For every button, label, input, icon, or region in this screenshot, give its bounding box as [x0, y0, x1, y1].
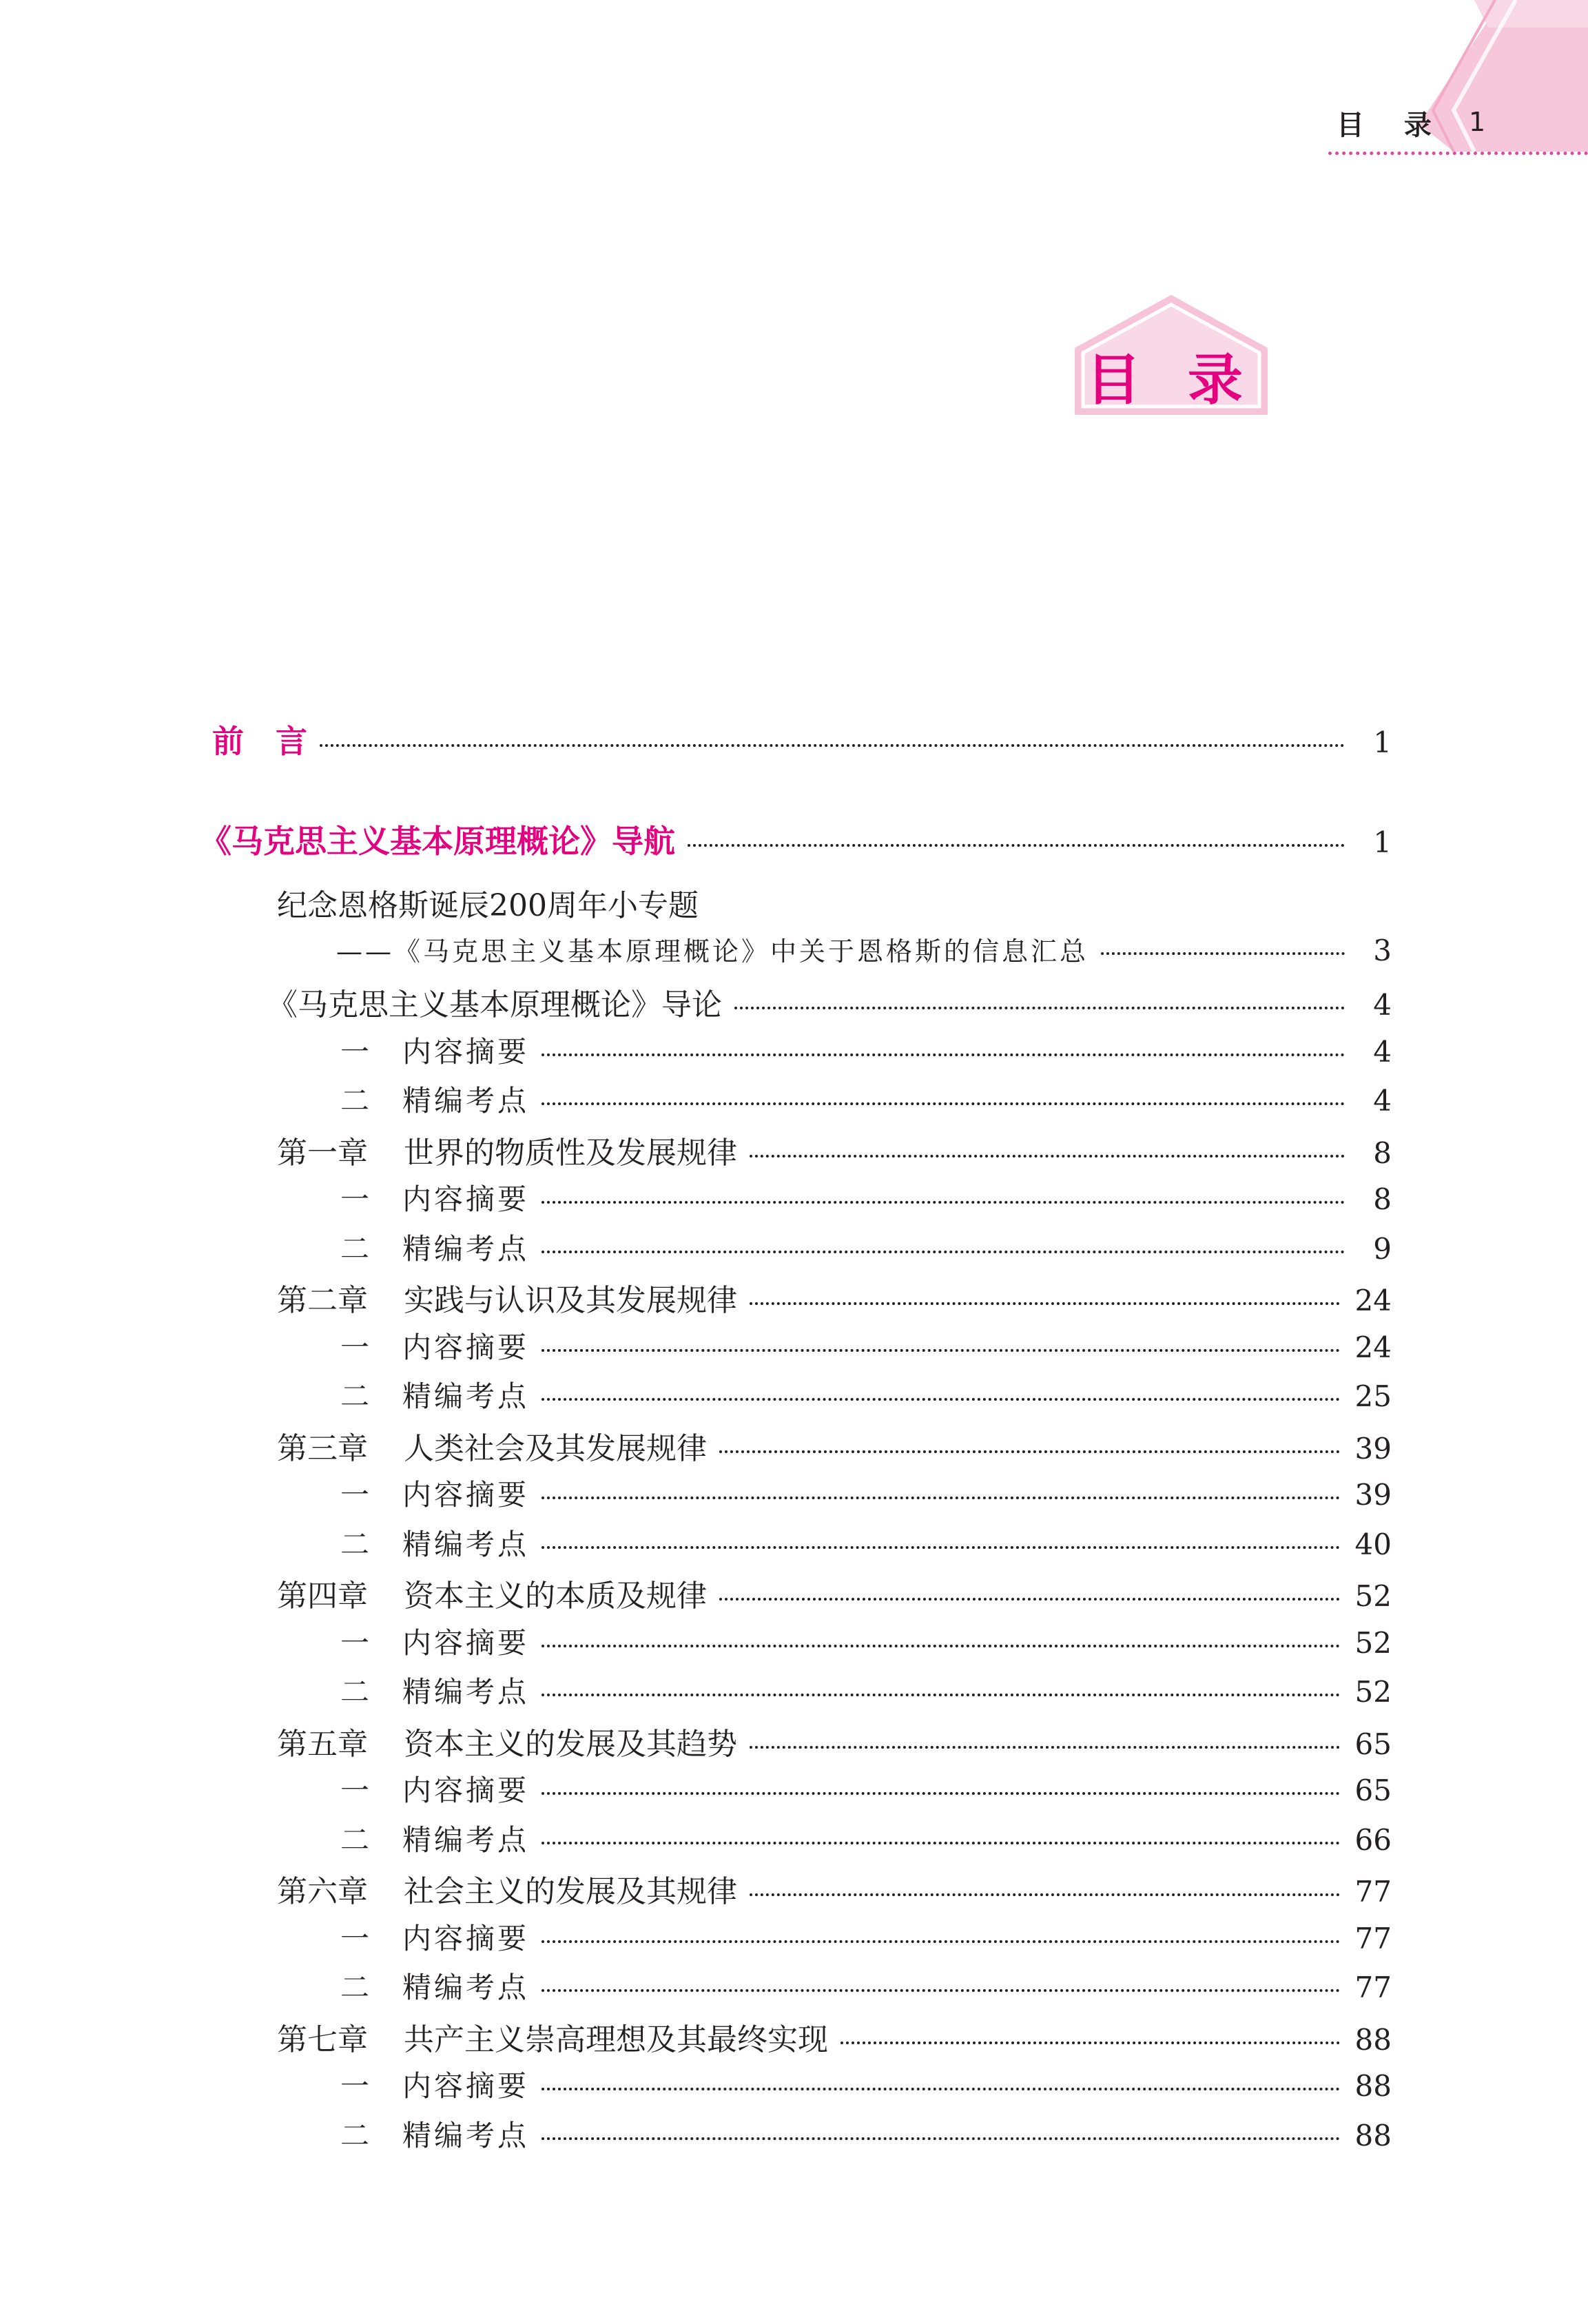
- section-title: 内容摘要: [402, 1773, 530, 1807]
- leader-dots: [542, 2137, 1340, 2140]
- leader-dots: [542, 1201, 1345, 1204]
- chapter-number: 第七章: [277, 2022, 368, 2057]
- section-number: 二: [340, 1675, 373, 1709]
- toc-entry-label: [340, 1374, 529, 1415]
- leader-dots: [1101, 952, 1345, 955]
- toc-entry-label: [277, 1423, 707, 1468]
- section-title: 内容摘要: [402, 1625, 530, 1660]
- toc-entry-chapter[interactable]: [277, 2015, 1392, 2059]
- toc-entry-section[interactable]: [340, 1472, 1392, 1514]
- toc-page-number: 24: [1354, 1284, 1392, 1317]
- toc-entry-section[interactable]: [340, 1325, 1392, 1366]
- section-number: 一: [340, 1625, 373, 1660]
- toc-page-number: 77: [1354, 1921, 1392, 1955]
- toc-entry-chapter[interactable]: [277, 1571, 1392, 1615]
- toc-entry-section[interactable]: [340, 1029, 1392, 1071]
- leader-dots: [750, 1893, 1340, 1896]
- chapter-title: 资本主义的发展及其趋势: [404, 1726, 737, 1762]
- toc-entry-label: [277, 1128, 737, 1172]
- toc-entry-label: [340, 1472, 529, 1514]
- toc-page-number: 8: [1373, 1182, 1392, 1216]
- section-title: 内容摘要: [402, 1478, 530, 1512]
- toc-entry-label: [340, 1621, 529, 1662]
- leader-dots: [734, 1007, 1345, 1009]
- leader-dots: [542, 1989, 1340, 1992]
- toc-page-number: 4: [1373, 1034, 1392, 1069]
- toc-page-number: 65: [1354, 1773, 1392, 1807]
- section-number: 一: [340, 1773, 373, 1807]
- chapter-number: 第二章: [277, 1283, 368, 1318]
- toc-page-number: 1: [1373, 825, 1392, 859]
- toc-page-number: 66: [1354, 1822, 1392, 1857]
- chapter-number: 第四章: [277, 1579, 368, 1614]
- toc-entry-label: [340, 1669, 529, 1711]
- toc-entry-section[interactable]: [340, 1818, 1392, 1859]
- toc-text: 《马克思主义基本原理概论》导航: [200, 823, 675, 860]
- section-title: 精编考点: [402, 1379, 530, 1413]
- leader-dots: [542, 1497, 1340, 1499]
- leader-dots: [542, 1645, 1340, 1647]
- toc-page-number: 39: [1354, 1431, 1392, 1466]
- toc-entry-chapter[interactable]: [277, 1275, 1392, 1319]
- toc-entry-label: [277, 1571, 707, 1615]
- toc-page-number: 77: [1354, 1971, 1392, 2004]
- toc-entry-section[interactable]: [340, 1916, 1392, 1957]
- toc-page-number: 88: [1354, 2022, 1392, 2057]
- toc-entry-label: [277, 1275, 737, 1319]
- toc-page-number: 3: [1373, 934, 1392, 967]
- toc-entry-section[interactable]: [340, 1768, 1392, 1809]
- toc-entry-chapter[interactable]: [277, 1867, 1392, 1911]
- toc-page-number: 25: [1354, 1379, 1392, 1413]
- toc-page-number: 52: [1354, 1579, 1392, 1613]
- toc-entry-label: [277, 2015, 828, 2059]
- leader-dots: [719, 1450, 1340, 1453]
- toc-page-number: 24: [1354, 1330, 1392, 1364]
- leader-dots: [542, 1349, 1340, 1352]
- chapter-number: 第一章: [277, 1135, 368, 1171]
- toc-page-number: 52: [1354, 1675, 1392, 1709]
- section-number: 二: [340, 1084, 373, 1118]
- chapter-title: 共产主义崇高理想及其最终实现: [404, 2022, 828, 2057]
- toc-text: ——《马克思主义基本原理概论》中关于恩格斯的信息汇总: [336, 936, 1089, 967]
- page-title: 目 录: [1086, 348, 1257, 412]
- leader-dots: [542, 1102, 1345, 1105]
- toc-page-number: 4: [1373, 988, 1392, 1022]
- toc-page-number: 1: [1373, 726, 1392, 759]
- section-title: 精编考点: [402, 1527, 530, 1561]
- toc-entry-label: [340, 1768, 529, 1809]
- section-title: 精编考点: [402, 1231, 530, 1266]
- page-number: 1: [1469, 107, 1486, 137]
- toc-entry-section[interactable]: [340, 1522, 1392, 1563]
- chapter-title: 实践与认识及其发展规律: [404, 1283, 737, 1318]
- chapter-title: 社会主义的发展及其规律: [404, 1874, 737, 1909]
- leader-dots: [719, 1598, 1340, 1601]
- leader-dots: [542, 1842, 1340, 1844]
- toc-entry-section[interactable]: [340, 1177, 1392, 1218]
- toc-page-number: 65: [1354, 1727, 1392, 1761]
- toc-entry-label: [340, 1818, 529, 1859]
- toc-special-title: 纪念恩格斯诞辰200周年小专题: [277, 888, 699, 923]
- chapter-title: 人类社会及其发展规律: [404, 1430, 707, 1466]
- section-title: 精编考点: [402, 1822, 530, 1857]
- toc-entry-label: [340, 1029, 529, 1071]
- toc-entry-section[interactable]: [340, 1226, 1392, 1268]
- chapter-title: 世界的物质性及发展规律: [404, 1135, 737, 1171]
- section-title: 精编考点: [402, 2118, 530, 2152]
- section-title: 精编考点: [402, 1084, 530, 1118]
- toc-entry-section[interactable]: [340, 1621, 1392, 1662]
- toc-entry-label: [340, 1916, 529, 1957]
- leader-dots: [750, 1155, 1345, 1158]
- section-title: 精编考点: [402, 1971, 530, 2004]
- section-number: 二: [340, 1231, 373, 1266]
- section-title: 内容摘要: [402, 1182, 530, 1216]
- section-title: 精编考点: [402, 1675, 530, 1709]
- section-number: 一: [340, 1478, 373, 1512]
- toc-entry-section[interactable]: [340, 1374, 1392, 1415]
- toc-entry-label: [336, 930, 1089, 968]
- toc-entry-label: [340, 1226, 529, 1268]
- section-number: 一: [340, 2069, 373, 2103]
- leader-dots: [841, 2042, 1340, 2044]
- toc-entry-label: [340, 1177, 529, 1218]
- chapter-number: 第五章: [277, 1726, 368, 1762]
- toc-entry-label: [340, 1325, 529, 1366]
- chapter-number: 第六章: [277, 1874, 368, 1909]
- section-number: 二: [340, 1527, 373, 1561]
- running-title: 目 录: [1337, 110, 1447, 141]
- toc-entry-label: [340, 1522, 529, 1563]
- toc-entry-label: [340, 2064, 529, 2105]
- toc-entry-label: [200, 816, 675, 862]
- toc-entry-label: [212, 717, 307, 762]
- toc-entry-label: [277, 1867, 737, 1911]
- section-title: 内容摘要: [402, 2069, 530, 2103]
- toc-page-number: 40: [1354, 1527, 1392, 1561]
- toc-entry-label: [340, 1965, 529, 2006]
- leader-dots: [542, 1546, 1340, 1549]
- leader-dots: [320, 744, 1345, 747]
- toc-page-number: 4: [1373, 1084, 1392, 1118]
- toc-page-number: 88: [1354, 2069, 1392, 2103]
- section-number: 一: [340, 1921, 373, 1955]
- toc-entry-chapter[interactable]: [277, 1423, 1392, 1468]
- toc-entry-section[interactable]: [340, 2064, 1392, 2105]
- toc-entry-label: [277, 1719, 737, 1763]
- leader-dots: [750, 1746, 1340, 1749]
- toc-entry-section[interactable]: [340, 1965, 1392, 2006]
- section-number: 一: [340, 1330, 373, 1364]
- toc-text: 《马克思主义基本原理概论》导论: [267, 987, 722, 1022]
- toc-page-number: 8: [1373, 1135, 1392, 1170]
- toc-entry-chapter[interactable]: [277, 1719, 1392, 1763]
- toc-page-number: 9: [1373, 1231, 1392, 1266]
- toc-page-number: 39: [1354, 1478, 1392, 1512]
- section-title: 内容摘要: [402, 1034, 530, 1069]
- chapter-number: 第三章: [277, 1430, 368, 1466]
- toc-entry-chapter[interactable]: [277, 1128, 1392, 1172]
- toc-entry-label: [340, 1078, 529, 1120]
- leader-dots: [542, 2088, 1340, 2090]
- leader-dots: [542, 1694, 1340, 1696]
- section-title: 内容摘要: [402, 1921, 530, 1955]
- section-number: 一: [340, 1034, 373, 1069]
- leader-dots: [542, 1053, 1345, 1056]
- toc-page-number: 52: [1354, 1625, 1392, 1660]
- header-divider: [1328, 152, 1588, 155]
- toc-entry-section[interactable]: [340, 1078, 1392, 1120]
- leader-dots: [688, 844, 1345, 847]
- leader-dots: [542, 1398, 1340, 1401]
- toc-entry-label: [340, 2113, 529, 2155]
- leader-dots: [542, 1792, 1340, 1795]
- toc-entry-section[interactable]: [340, 2113, 1392, 2155]
- toc-text: 前 言: [212, 723, 307, 760]
- toc-page-number: 77: [1354, 1875, 1392, 1909]
- toc-entry-guide[interactable]: [200, 816, 1392, 862]
- section-number: 二: [340, 1822, 373, 1857]
- toc-entry-intro[interactable]: [267, 980, 1392, 1024]
- section-number: 二: [340, 2118, 373, 2152]
- leader-dots: [542, 1251, 1345, 1253]
- leader-dots: [542, 1940, 1340, 1943]
- leader-dots: [750, 1302, 1340, 1305]
- toc-page-number: 88: [1354, 2118, 1392, 2152]
- toc-entry-section[interactable]: [340, 1669, 1392, 1711]
- toc-entry-preface[interactable]: [212, 717, 1392, 762]
- section-title: 内容摘要: [402, 1330, 530, 1364]
- section-number: 二: [340, 1971, 373, 2004]
- toc-entry-label: [267, 980, 722, 1024]
- section-number: 一: [340, 1182, 373, 1216]
- toc-entry-special[interactable]: [336, 930, 1392, 968]
- section-number: 二: [340, 1379, 373, 1413]
- chapter-title: 资本主义的本质及规律: [404, 1579, 707, 1614]
